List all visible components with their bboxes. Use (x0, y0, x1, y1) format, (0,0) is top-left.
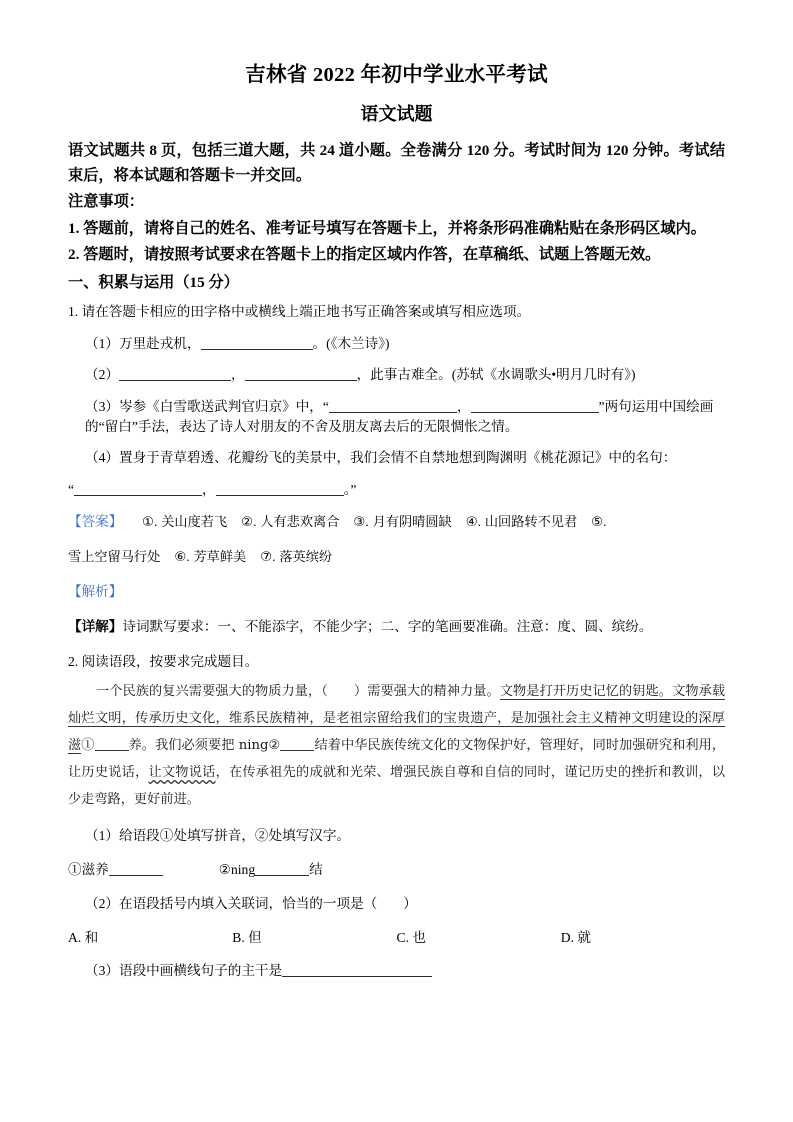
exam-info-paragraph: 语文试题共 8 页，包括三道大题，共 24 道小题。全卷满分 120 分。考试时间为 120 分钟。考试结束后，将本试题和答题卡一并交回。 (68, 141, 725, 184)
question-1-stem: 1. 请在答题卡相应的田字格中或横线上端正地书写正确答案或填写相应选项。 (68, 304, 531, 320)
passage-marker-2: ② (268, 738, 281, 754)
fill-blank[interactable] (329, 412, 457, 413)
question-1-item-4-blanks (68, 480, 725, 500)
sub-3-answer-blank[interactable] (282, 976, 432, 977)
analysis-label-row (68, 581, 725, 603)
passage-part-6: ，在传承祖先的成就和光荣、增强民族自尊和自信的同时，谨记历史的挫折和教训，以少走弯路，更好前进。 (68, 765, 726, 808)
answer-label: 【答案】 (68, 514, 123, 530)
q1-item3-prefix: （3）岑参《白雪歌送武判官归京》中，“ (85, 398, 329, 414)
option-b[interactable] (232, 928, 396, 948)
page-title: 吉林省 2022 年初中学业水平考试 (245, 64, 548, 86)
question-2-sub-1: （1）给语段①处填写拼音，②处填写汉字。 (85, 828, 351, 844)
option-b-letter: B. (232, 930, 245, 946)
option-a-text: 和 (84, 930, 99, 946)
question-2-options (68, 928, 725, 948)
q1-item4-quote-close: 。” (343, 481, 357, 497)
q1-item1-prefix: （1）万里赴戎机， (85, 335, 201, 351)
fill-blank-pinyin[interactable] (109, 875, 163, 876)
question-2-sub-3 (68, 961, 725, 981)
fill-blank[interactable] (471, 412, 599, 413)
answer-item: ⑤. (591, 514, 607, 530)
passage-part-4: 养。我们必须要把 ning (128, 738, 269, 754)
passage-part-3: 文物承载灿烂文明，传承历史文化，维系民族精神，是老祖宗留给我们的宝贵遗产，是加强社会主义精神文明建设的深厚滋 (68, 683, 726, 754)
sub-3-prefix: （3）语段中画横线句子的主干是 (85, 962, 283, 978)
fill-2-tail: 结 (309, 862, 323, 878)
q1-item1-suffix: 。(《木兰诗》) (312, 335, 390, 351)
question-2-passage (68, 678, 725, 813)
answer-item: ①. 关山度若飞 (142, 514, 228, 530)
answer-item: ②. 人有悲欢离合 (241, 514, 340, 530)
question-1-item-4-line1: （4）置身于青草碧透、花瓣纷飞的美景中，我们会情不自禁地想到陶渊明《桃花源记》中的名句： (85, 450, 677, 466)
answer-block-row-1 (68, 511, 725, 533)
option-c-text: 也 (412, 930, 426, 946)
passage-blank-1[interactable] (95, 750, 129, 751)
fill-blank[interactable] (245, 380, 357, 381)
q1-item2-mid: ， (230, 367, 245, 383)
q1-item2-prefix: （2） (85, 367, 119, 383)
analysis-label: 【解析】 (68, 583, 123, 599)
question-1-item-3 (68, 397, 725, 438)
fill-blank[interactable] (119, 380, 231, 381)
notice-item-1: 1. 答题前，请将自己的姓名、准考证号填写在答题卡上，并将条形码准确粘贴在条形码区域内。 (68, 219, 706, 237)
answer-item: ③. 月有阴晴圆缺 (353, 514, 452, 530)
passage-underlined-sentence: 文物是打开历史记忆的钥匙。 (499, 683, 673, 699)
sub-2-close: ） (403, 896, 417, 912)
question-1-item-2 (68, 365, 725, 385)
q1-item2-suffix: ，此事古难全。(苏轼《水调歌头•明月几时有》) (356, 367, 636, 383)
passage-marker-1: ① (81, 738, 95, 754)
page-subtitle: 语文试题 (360, 103, 433, 124)
detail-text: 诗词默写要求：一、不能添字，不能少字；二、字的笔画要准确。注意：度、圆、缤纷。 (122, 619, 653, 635)
question-2-fill-row (68, 860, 725, 880)
option-d-text: 就 (577, 930, 591, 946)
answer-item: ④. 山回路转不见君 (465, 514, 578, 530)
sub-2-text: （2）在语段括号内填入关联词，恰当的一项是（ (85, 896, 378, 912)
passage-wavy-underlined: 让文物说话 (148, 765, 216, 781)
fill-1-label: ①滋养 (68, 862, 109, 878)
fill-blank-hanzi[interactable] (255, 875, 309, 876)
section-heading-one: 一、积累与运用（15 分） (68, 274, 239, 292)
answer-block-row-2 (68, 546, 725, 567)
fill-blank[interactable] (216, 495, 344, 496)
answer-item: ⑦. 落英缤纷 (260, 549, 333, 565)
passage-part-5: 结着中华民族传统文化的文物保护好，管理好，同时加强研究和利用，让历史说话， (68, 738, 726, 781)
passage-part-2: ）需要强大的精神力量。 (353, 683, 500, 699)
passage-blank-2[interactable] (280, 750, 314, 751)
answer-item: ⑥. 芳草鲜美 (174, 549, 247, 565)
answer-item: 雪上空留马行处 (68, 549, 161, 565)
fill-blank[interactable] (201, 349, 313, 350)
option-d[interactable] (561, 928, 725, 948)
fill-blank[interactable] (74, 495, 202, 496)
notice-item-2: 2. 答题时，请按照考试要求在答题卡上的指定区域内作答，在草稿纸、试题上答题无效。 (68, 246, 661, 264)
option-a[interactable] (68, 928, 232, 948)
question-2-stem: 2. 阅读语段，按要求完成题目。 (68, 653, 259, 669)
notice-label: 注意事项： (68, 193, 144, 211)
detail-label: 【详解】 (68, 619, 123, 635)
q1-item4-quote-open: “ (68, 481, 75, 497)
fill-2-label: ②ning (218, 862, 256, 878)
detail-explanation-row (68, 616, 725, 638)
option-c-letter: C. (396, 930, 409, 946)
option-c[interactable] (397, 928, 561, 948)
q1-item3-mid: ， (456, 398, 471, 414)
q1-item4-mid: ， (202, 481, 216, 497)
question-1-item-1 (68, 334, 725, 354)
question-2-sub-2 (68, 894, 725, 914)
option-a-letter: A. (68, 930, 82, 946)
passage-part-1: 一个民族的复兴需要强大的物质力量，（ (96, 683, 328, 699)
option-d-letter: D. (560, 930, 574, 946)
option-b-text: 但 (248, 930, 262, 946)
q1-item3-suffix: ”两句运用中国绘画的“留白”手法，表达了诗人对朋友的不舍及朋友离去后的无限惆怅之情。 (85, 398, 714, 434)
